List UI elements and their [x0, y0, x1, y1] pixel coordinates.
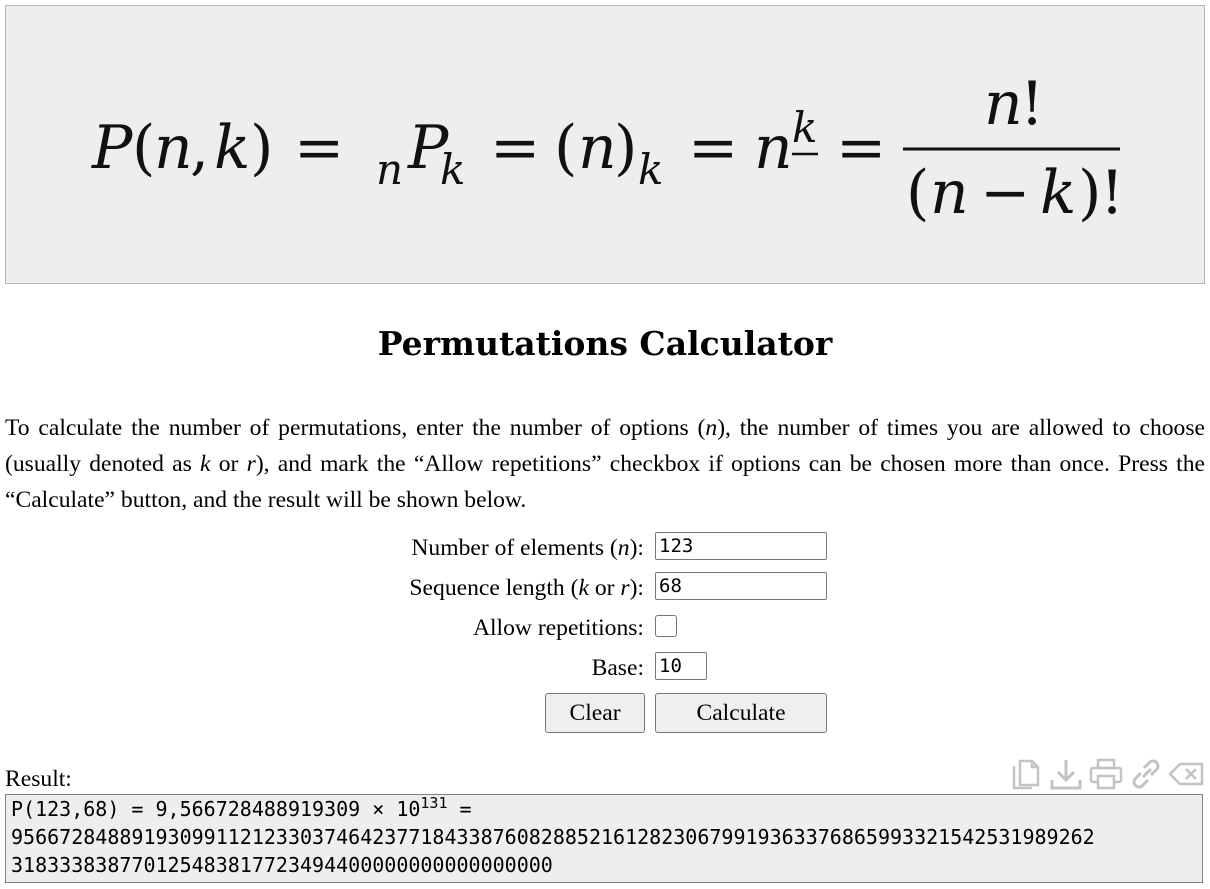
elements-label-var: n: [617, 535, 630, 561]
formula-equals-4: =: [836, 113, 887, 183]
formula-equals-1: =: [294, 113, 345, 183]
length-label-or: or: [588, 575, 621, 601]
result-equals: =: [447, 797, 472, 821]
length-label-var-r: r: [620, 575, 630, 601]
elements-label-end: ):: [629, 535, 644, 561]
print-icon[interactable]: [1088, 756, 1124, 792]
calculate-button[interactable]: Calculate: [655, 693, 827, 733]
length-row: [0, 572, 1210, 604]
formula-close-paren: ): [250, 113, 274, 183]
permutation-formula: [6, 6, 1204, 283]
formula-equals-3: =: [688, 113, 739, 183]
length-label: [409, 574, 644, 602]
allow-repetitions-checkbox[interactable]: [655, 615, 677, 637]
formula-k: k: [214, 113, 251, 183]
formula-equals-2: =: [490, 113, 541, 183]
intro-text-1: To calculate the number of permutations, enter the number of options (: [5, 415, 706, 441]
result-expression: P(123,68) = 9,566728488919309 × 10: [11, 797, 421, 821]
intro-text-3: or: [210, 451, 247, 477]
formula-n: n: [154, 113, 193, 183]
elements-row: [0, 532, 1210, 564]
formula-denominator-open: (: [906, 158, 930, 228]
result-output: [5, 794, 1203, 883]
length-label-text: Sequence length (: [409, 575, 579, 601]
intro-text-4: ), and mark the “Allow repetitions” checkbox if options can be chosen more than once. Press the “Calculate” button, and the result will be shown below.: [5, 451, 1206, 513]
length-label-var-k: k: [578, 575, 589, 601]
formula-banner: [5, 5, 1205, 284]
clear-button[interactable]: Clear: [545, 693, 645, 733]
length-label-end: ):: [629, 575, 644, 601]
base-label: Base:: [591, 655, 644, 681]
page-title: Permutations Calculator: [377, 324, 833, 363]
intro-text-2: ), the number of times you are allowed to choose (usually denoted as: [5, 415, 1205, 477]
result-line-3: 318333838770125483817723494400000000000000000: [11, 853, 553, 877]
repetitions-row: [0, 612, 1210, 644]
intro-var-k: k: [200, 451, 211, 477]
result-label: Result:: [5, 766, 72, 792]
intro-var-n: n: [705, 415, 718, 441]
formula-falling-close: ): [614, 113, 638, 183]
formula-sub-n: n: [376, 145, 404, 194]
length-input[interactable]: [655, 572, 827, 600]
link-icon[interactable]: [1128, 756, 1164, 792]
intro-paragraph: [5, 410, 1205, 518]
elements-label: [411, 534, 644, 562]
repetitions-label: Allow repetitions:: [472, 615, 644, 641]
formula-numerator-n: n: [984, 69, 1023, 139]
base-input[interactable]: [655, 652, 707, 680]
copy-icon[interactable]: [1008, 756, 1044, 792]
formula-P: P: [92, 113, 133, 183]
intro-var-r: r: [246, 451, 256, 477]
formula-comma: ,: [190, 113, 210, 183]
elements-input[interactable]: [655, 532, 827, 560]
formula-falling-open: (: [554, 113, 578, 183]
formula-denominator-k: k: [1040, 158, 1077, 228]
result-exponent: 131: [420, 794, 448, 812]
formula-denominator-minus: −: [980, 158, 1031, 228]
elements-label-text: Number of elements (: [411, 535, 618, 561]
formula-power-k: k: [792, 103, 818, 152]
formula-denominator-factorial: !: [1100, 158, 1125, 228]
formula-falling-n: n: [578, 113, 617, 183]
base-row: [0, 652, 1210, 684]
formula-falling-sub-k: k: [638, 145, 664, 194]
formula-denominator-close: ): [1078, 158, 1102, 228]
formula-power-n: n: [754, 113, 793, 183]
clear-result-icon[interactable]: [1168, 756, 1204, 792]
formula-nPk-P: P: [408, 113, 449, 183]
download-icon[interactable]: [1048, 756, 1084, 792]
formula-denominator-n: n: [930, 158, 969, 228]
result-line-2: 956672848891930991121233037464237718433876082885216128230679919363376865993321542531989262: [11, 825, 1095, 849]
formula-sub-k: k: [440, 145, 466, 194]
formula-numerator-factorial: !: [1020, 69, 1045, 139]
formula-open-paren: (: [132, 113, 156, 183]
result-line-1: [11, 795, 1197, 823]
